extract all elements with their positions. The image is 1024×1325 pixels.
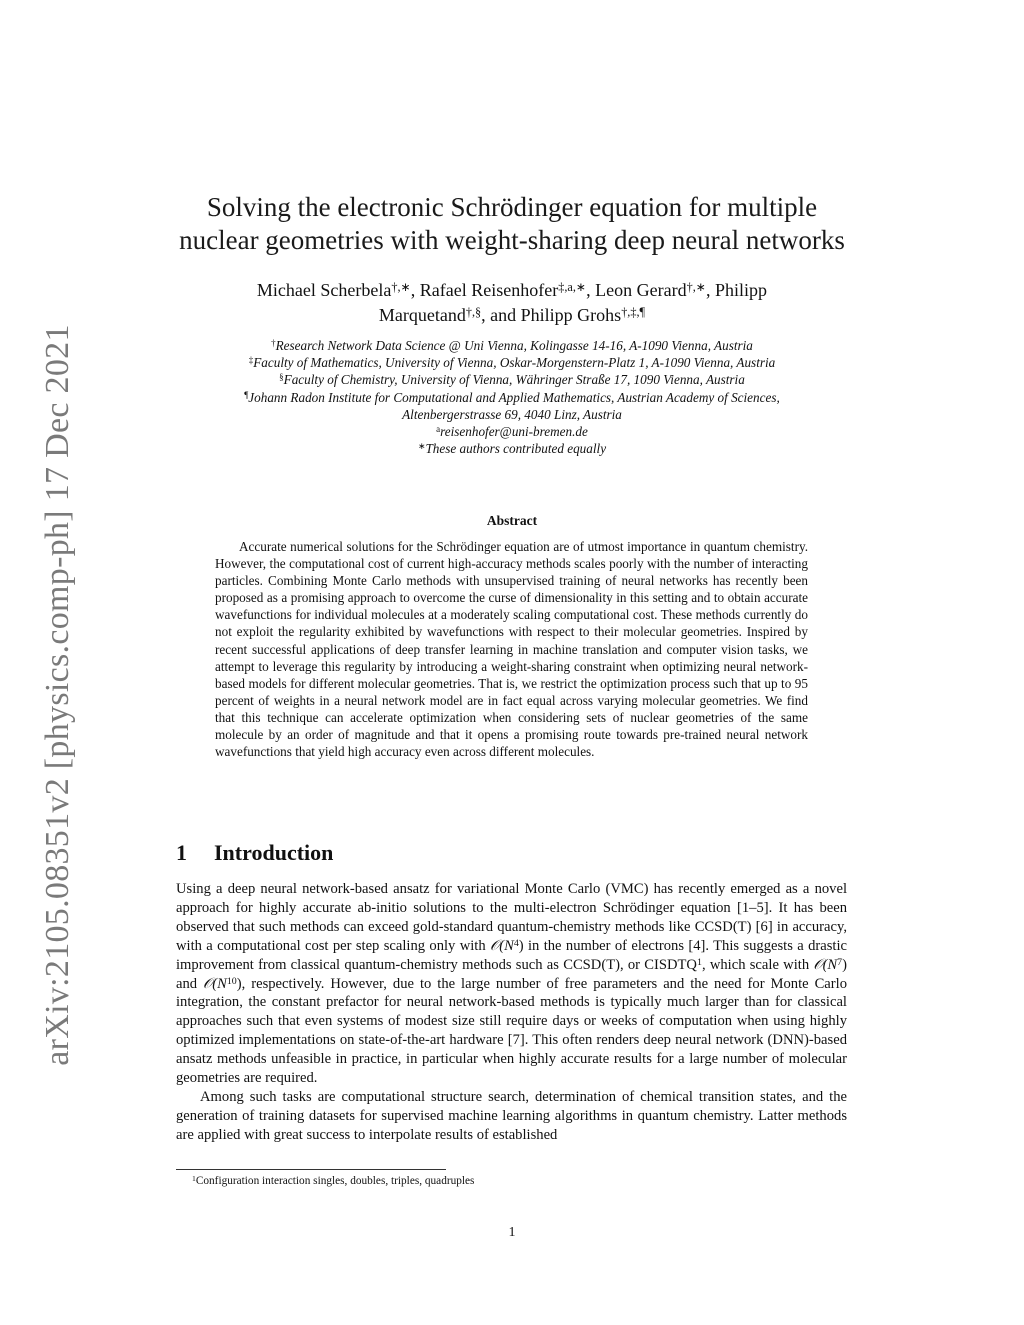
author-marks: †,∗ — [391, 279, 411, 294]
section-heading — [176, 840, 333, 866]
author-marks: †,∗ — [686, 279, 707, 294]
author-name: Philipp Grohs — [520, 305, 622, 325]
abstract-heading: Abstract — [486, 513, 538, 528]
contact-email: reisenhofer@uni-bremen.de — [440, 424, 588, 440]
affiliation-line: ¶Johann Radon Institute for Computational and Applied Mathematics, Austrian Academy of Sciences, — [244, 389, 780, 405]
author-marks: †,§ — [465, 304, 482, 319]
footnote — [176, 1174, 847, 1188]
author-name: Rafael Reisenhofer — [419, 280, 559, 300]
paragraph: Using a deep neural network-based ansatz for variational Monte Carlo (VMC) has recently emerged as a novel approach for highly accurate ab-initio solutions to the multi-electron Schrödinger equation [1–5]. It has been observed that such methods can exceed gold-standard quantum-chemistry methods like CCSD(T) [6] in accuracy, with a computational cost per step scaling only with $𝒪(N^4)$ in the number of electrons [4]. This suggests a drastic improvement from classical quantum-chemistry methods such as CCSD(T), or CISDTQ$^1$, which scale with $𝒪(N^7)$ and $𝒪(N^{10})$, respectively. However, due to the large number of free parameters and the need for Monte Carlo integration, the constant prefactor for neural network-based methods is typically much larger than for classical approaches such that even systems of modest size still require days or weeks of computation when using highly optimized implementations on state-of-the-art hardware [7]. This often renders deep neural network (DNN)-based ansatz methods unfeasible in practice, in particular when highly accurate results for a large number of molecular geometries are required. — [176, 881, 847, 1087]
affiliation-mark: ¶ — [244, 389, 249, 400]
author-name: Marquetand — [378, 305, 466, 325]
affiliation-mark: § — [279, 372, 284, 383]
author-line-2: Marquetand†,§, and Philipp Grohs†,‡,¶ — [378, 304, 646, 325]
affiliation-list — [0, 337, 1024, 457]
title-line-2: nuclear geometries with weight-sharing deep neural networks — [179, 225, 845, 255]
arxiv-identifier: arXiv:2105.08351v2 [physics.comp-ph] 17 Dec 2021 — [39, 324, 76, 1066]
affiliation-line — [0, 423, 1024, 440]
section-title: Introduction — [214, 840, 334, 865]
author-list — [0, 278, 1024, 328]
affiliation-line: ‡Faculty of Mathematics, University of Vienna, Oskar-Morgenstern-Platz 1, A-1090 Vienna, Austria — [248, 355, 776, 371]
affiliation-line: Altenbergerstrasse 69, 4040 Linz, Austria — [402, 406, 622, 422]
affiliation-line: ∗These authors contributed equally — [417, 441, 607, 457]
author-name: Philipp — [715, 280, 768, 300]
footnote-mark: 1 — [192, 1173, 196, 1183]
author-and: and — [490, 305, 517, 325]
author-marks: ‡,a,∗ — [558, 279, 587, 294]
footnote-text: Configuration interaction singles, doubles, triples, quadruples — [195, 1175, 475, 1187]
intro-body — [176, 880, 847, 1145]
title-line-1: Solving the electronic Schrödinger equation for multiple — [206, 192, 818, 222]
footnote-ref[interactable]: 1 — [696, 956, 702, 968]
author-name: Michael Scherbela — [256, 280, 392, 300]
affiliation-mark: † — [271, 338, 276, 349]
paper-title — [0, 191, 1024, 257]
affiliation-mark: a — [436, 424, 441, 435]
affiliation-line: §Faculty of Chemistry, University of Vienna, Währinger Straße 17, 1090 Vienna, Austria — [279, 372, 745, 388]
footnote-rule — [176, 1169, 446, 1170]
author-line-1: Michael Scherbela†,∗, Rafael Reisenhofer$^{\ddagger,a,∗}$, Leon Gerard†,∗, Philipp — [256, 279, 768, 300]
author-marks: †,‡,¶ — [621, 304, 646, 319]
affiliation-mark: ‡ — [248, 355, 254, 366]
page-number: 1 — [508, 1225, 516, 1240]
abstract-body — [215, 538, 808, 760]
affiliation-line: †Research Network Data Science @ Uni Vienna, Kolingasse 14-16, A-1090 Vienna, Austria — [271, 338, 753, 353]
section-number: 1 — [176, 840, 187, 865]
abstract-text: Accurate numerical solutions for the Schrödinger equation are of utmost importance in quantum chemistry. However, the computational cost of current high-accuracy methods scales poorly with the number of interacting particles. Combining Monte Carlo methods with unsupervised training of neural networks has recently been proposed as a promising approach to overcome the curse of dimensionality in this setting and to obtain accurate wavefunctions for individual molecules at a moderately scaling computational cost. These methods currently do not exploit the regularity exhibited by wavefunctions with respect to their molecular geometries. Inspired by recent successful applications of deep transfer learning in machine translation and computer vision tasks, we attempt to leverage this regularity by introducing a weight-sharing constraint when optimizing neural network-based models for different molecular geometries. That is, we restrict the optimization process such that up to 95 percent of weights in a neural network model are in fact equal across varying molecular geometries. We find that this technique can accelerate optimization when considering sets of nuclear geometries of the same molecule by an order of magnitude and that it opens a promising route towards pre-trained neural network wavefunctions that yield high accuracy even across different molecules. — [215, 539, 808, 760]
paragraph: Among such tasks are computational structure search, determination of chemical transition states, and the generation of training datasets for supervised machine learning algorithms in quantum chemistry. Latter methods are applied with great success to interpolate results of established — [176, 1088, 847, 1143]
author-name: Leon Gerard — [595, 280, 687, 300]
affiliation-mark: ∗ — [417, 441, 426, 452]
